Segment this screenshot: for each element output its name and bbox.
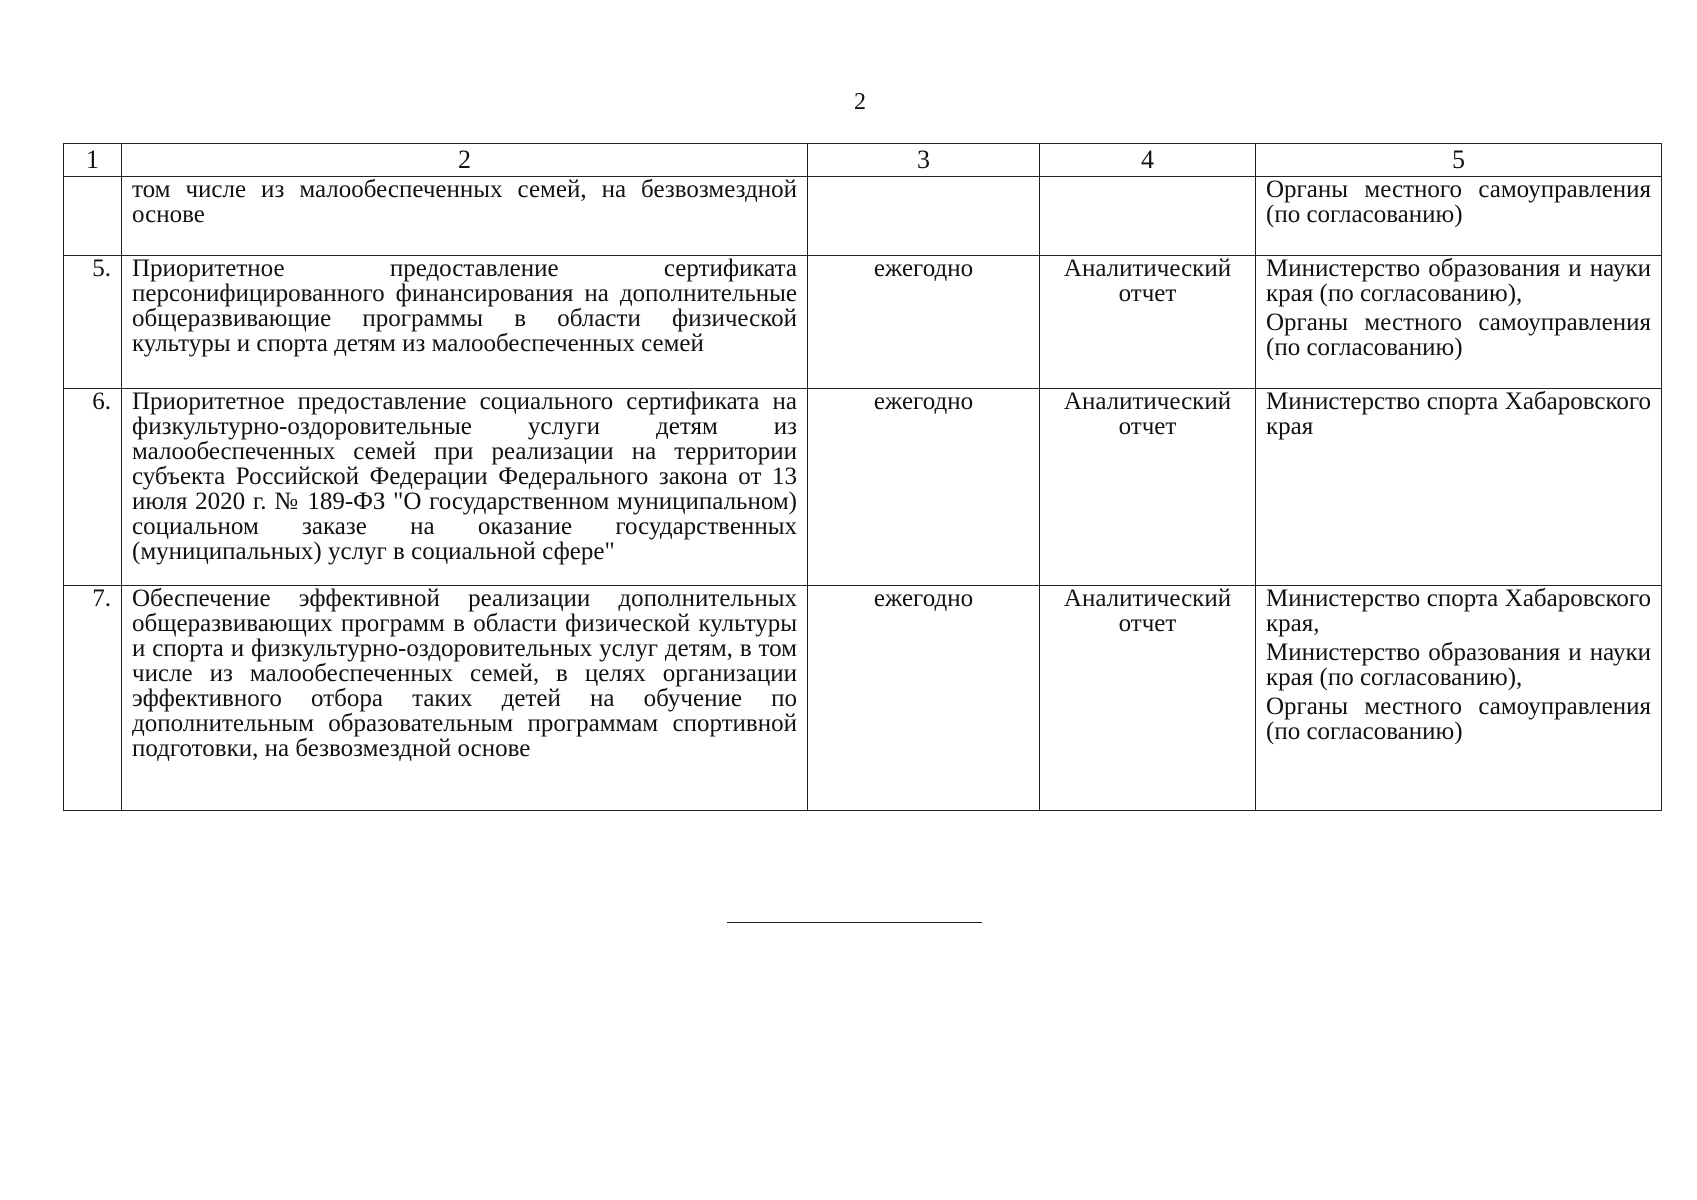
column-number-2: 2: [122, 144, 808, 177]
period-cell: ежегодно: [808, 586, 1040, 811]
table-row-6: [64, 389, 1662, 586]
responsible-entity: Органы местного самоуправления (по согласованию): [1266, 693, 1651, 745]
report-form-cell: Аналитический отчет: [1040, 389, 1256, 586]
report-form-cell: Аналитический отчет: [1040, 256, 1256, 389]
measure-text: Приоритетное предоставление сертификата персонифицированного финансирования на дополнительные общеразвивающие программы в области физической культуры и спорта детям из малообеспеченных семей: [122, 256, 808, 389]
report-form-cell: Аналитический отчет: [1040, 586, 1256, 811]
report-form-cell: [1040, 177, 1256, 256]
responsible-entity: Министерство образования и науки края (по согласованию),: [1266, 255, 1651, 307]
responsible-cell: [1256, 586, 1662, 811]
responsible-entity: Органы местного самоуправления (по согласованию): [1266, 176, 1651, 228]
period-cell: ежегодно: [808, 389, 1040, 586]
end-of-document-rule: [727, 922, 982, 923]
table-row-7: [64, 586, 1662, 811]
page-number: 2: [854, 89, 866, 115]
row-number: 7.: [64, 586, 122, 811]
column-number-3: 3: [808, 144, 1040, 177]
table-row-5: [64, 256, 1662, 389]
measures-table: [63, 143, 1662, 811]
responsible-entity: Министерство спорта Хабаровского края: [1266, 388, 1651, 440]
responsible-entity: Министерство образования и науки края (по согласованию),: [1266, 639, 1651, 691]
measure-text: Обеспечение эффективной реализации дополнительных общеразвивающих программ в области физической культуры и спорта и физкультурно-оздоровительных услуг детям, в том числе из малообеспеченных семей, в целях организации эффективного отбора таких детей на обучение по дополнительным образовательным программам спортивной подготовки, на безвозмездной основе: [122, 586, 808, 811]
row-number: 6.: [64, 389, 122, 586]
measure-text: том числе из малообеспеченных семей, на безвозмездной основе: [122, 177, 808, 256]
measure-text: Приоритетное предоставление социального сертификата на физкультурно-оздоровительные услуги детям из малообеспеченных семей при реализации на территории субъекта Российской Федерации Федерального закона от 13 июля 2020 г. № 189-ФЗ "О государственном муниципальном) социальном заказе на оказание государственных (муниципальных) услуг в социальной сфере": [122, 389, 808, 586]
period-cell: ежегодно: [808, 256, 1040, 389]
period-cell: [808, 177, 1040, 256]
row-number: 5.: [64, 256, 122, 389]
responsible-cell: [1256, 389, 1662, 586]
column-number-5: 5: [1256, 144, 1662, 177]
column-number-4: 4: [1040, 144, 1256, 177]
row-number: [64, 177, 122, 256]
table-row-continued: [64, 177, 1662, 256]
responsible-entity: Органы местного самоуправления (по согласованию): [1266, 309, 1651, 361]
table-header-row: [64, 144, 1662, 177]
responsible-entity: Министерство спорта Хабаровского края,: [1266, 585, 1651, 637]
responsible-cell: [1256, 256, 1662, 389]
column-number-1: 1: [64, 144, 122, 177]
responsible-cell: [1256, 177, 1662, 256]
